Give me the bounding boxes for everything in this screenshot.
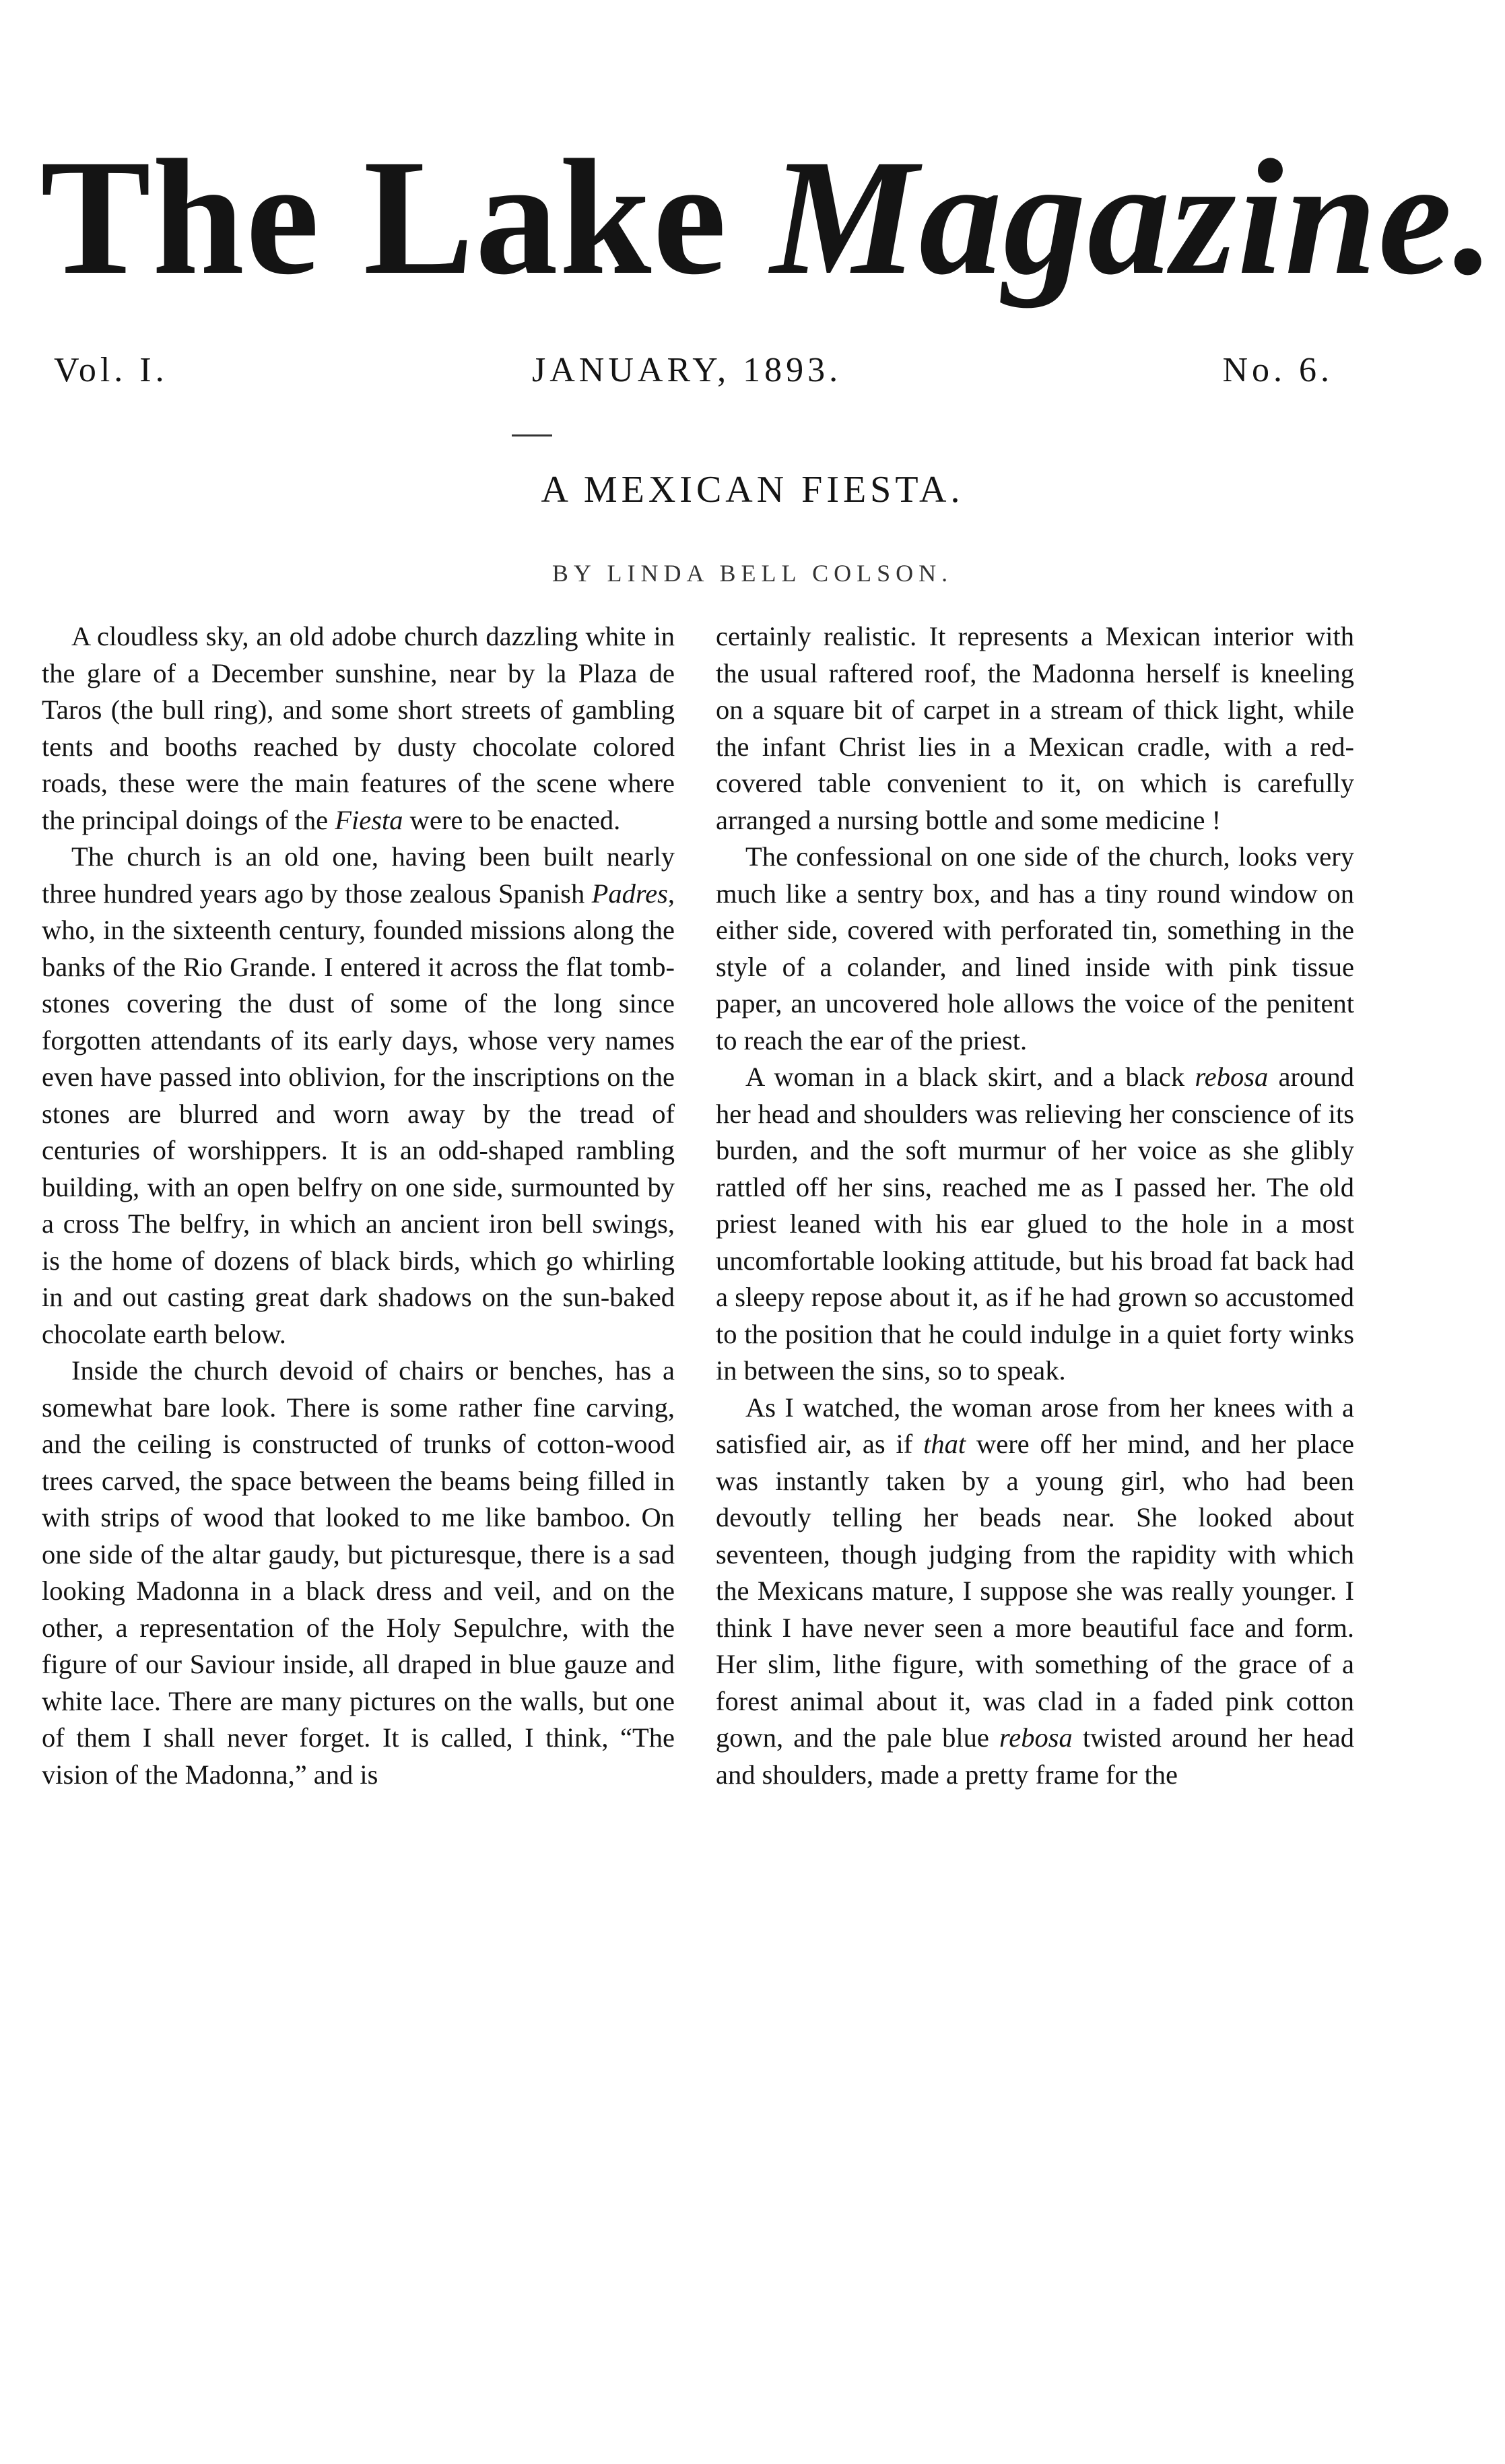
paragraph: A woman in a black skirt, and a black rebosa around her head and shoulders was relieving her conscience of its burden, and the soft murmur of her voice as she glibly rattled off her sins, reached me as I passed her. The old priest leaned with his ear glued to the hole in a most uncomfortable looking attitude, but his broad fat back had a sleepy repose about it, as if he had grown so accustomed to the position that he could indulge in a quiet forty winks in between the sins, so to speak. xyxy=(716,1062,1354,1386)
article-title: A MEXICAN FIESTA. xyxy=(541,469,964,511)
paragraph: A cloudless sky, an old adobe church dazzling white in the glare of a December sunshine, near by la Plaza de Taros (the bull ring), and some short streets of gambling tents and booths reached by dusty chocolate colored roads, these were the main features of the scene where the principal doings of the Fiesta were to be enacted. xyxy=(42,621,675,835)
paragraph: The church is an old one, having been built nearly three hundred years ago by those zealous Spanish Padres, who, in the sixteenth century, founded missions along the banks of the Rio Grande. I entered it across the flat tomb-stones covering the dust of some of the long since forgotten attendants of its early days, whose very names even have passed into oblivion, for the inscriptions on the stones are blurred and worn away by the tread of centuries of worshippers. It is an odd-shaped rambling building, with an open belfry on one side, surmounted by a cross The belfry, in which an ancient iron bell swings, is the home of dozens of black birds, which go whirling in and out casting great dark shadows on the sun-baked chocolate earth below. xyxy=(42,841,675,1349)
paragraph: As I watched, the woman arose from her knees with a satisfied air, as if that were off her mind, and her place was instantly taken by a young girl, who had been devoutly telling her beads near. She looked about seventeen, though judging from the rapidity with which the Mexicans mature, I suppose she was really younger. I think I have never seen a more beautiful face and form. Her slim, lithe figure, with something of the grace of a forest animal about it, was clad in a faded pink cotton gown, and the pale blue rebosa twisted around her head and shoulders, made a pretty frame for the xyxy=(716,1392,1354,1790)
issue-line xyxy=(54,350,1333,391)
magazine-masthead xyxy=(40,126,1496,309)
paragraph: The confessional on one side of the church, looks very much like a sentry box, and has a tiny round window on either side, covered with perforated tin, something in the style of a colander, and lined inside with pink tissue paper, an uncovered hole allows the voice of the penitent to reach the ear of the priest. xyxy=(716,841,1354,1056)
masthead-title-part1: The Lake xyxy=(40,126,728,309)
masthead-title-part2: Magazine. xyxy=(770,126,1496,309)
left-column xyxy=(42,618,675,1793)
divider-rule xyxy=(512,434,552,436)
issue-number: No. 6. xyxy=(1222,351,1333,389)
issue-date: JANUARY, 1893. xyxy=(532,351,842,389)
volume-number: Vol. I. xyxy=(54,351,168,389)
paragraph: Inside the church devoid of chairs or benches, has a somewhat bare look. There is some rather fine carving, and the ceiling is constructed of trunks of cotton-wood trees carved, the space between the beams being filled in with strips of wood that looked to me like bamboo. On one side of the altar gaudy, but picturesque, there is a sad looking Madonna in a black dress and veil, and on the other, a representation of the Holy Sepulchre, with the figure of our Saviour inside, all draped in blue gauze and white lace. There are many pictures on the walls, but one of them I shall never forget. It is called, I think, “The vision of the Madonna,” and is xyxy=(42,1355,675,1790)
paragraph: certainly realistic. It represents a Mexican interior with the usual raftered roof, the Madonna herself is kneeling on a square bit of carpet in a stream of thick light, while the infant Christ lies in a Mexican cradle, with a red-covered table convenient to it, on which is carefully arranged a nursing bottle and some medicine ! xyxy=(716,621,1354,835)
right-column xyxy=(716,618,1354,1793)
article-byline: BY LINDA BELL COLSON. xyxy=(551,560,954,587)
